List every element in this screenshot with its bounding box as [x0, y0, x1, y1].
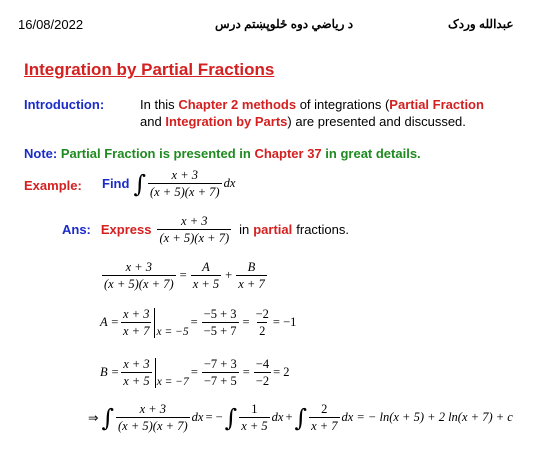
eq4-equals-minus: = − — [205, 410, 223, 424]
example-label: Example: — [24, 178, 82, 193]
intro-text-3: and — [140, 114, 162, 129]
ans-label: Ans: — [62, 222, 91, 237]
eq2-lhs: A = — [100, 315, 119, 329]
ans-line — [62, 214, 349, 245]
eq2-numerator: x + 3 — [122, 307, 150, 321]
eq3-fraction — [121, 357, 151, 388]
example-fraction — [148, 168, 222, 199]
eq1-lhs-denominator: (x + 5)(x + 7) — [104, 277, 174, 291]
equation-a-value — [100, 307, 296, 338]
example-expression — [102, 168, 235, 199]
eq2-substitution: x = −5 — [156, 326, 189, 338]
eq2-equals-2: = — [242, 315, 250, 329]
implies-arrow: ⇒ — [88, 410, 99, 425]
eq2-denominator: x + 7 — [122, 324, 150, 338]
eq2-equals-1: = — [190, 315, 198, 329]
eq4-plus: + — [285, 410, 293, 424]
example-find: Find — [102, 176, 130, 191]
eq4-result: = − ln(x + 5) + 2 ln(x + 7) + c — [356, 410, 513, 424]
note-label: Note: — [24, 146, 58, 161]
ans-text-in: in — [239, 222, 250, 237]
integral-sign-3: ∫ — [294, 403, 308, 432]
integral-sign: ∫ — [133, 169, 146, 198]
eq3-substitution: x = −7 — [156, 376, 189, 388]
eq3-lhs: B = — [100, 365, 120, 379]
intro-line-1 — [140, 97, 484, 112]
eq1-lhs-fraction — [102, 260, 176, 291]
eq3-frac-1-numerator: −7 + 3 — [203, 357, 237, 371]
integral-sign-1: ∫ — [101, 403, 114, 432]
eq3-frac-2 — [254, 357, 271, 388]
eq3-equals-1: = — [190, 365, 198, 379]
intro-label: Introduction: — [24, 97, 105, 112]
ans-express: Express — [100, 222, 152, 237]
header-author: عبدالله وردک — [448, 17, 514, 31]
ans-partial: partial — [253, 222, 293, 237]
intro-line-2 — [140, 114, 466, 129]
eq3-equals-2: = — [242, 365, 250, 379]
intro-text-1: In this — [140, 97, 175, 112]
header-lesson-title: د رياضي دوه ځلوپښتم درس — [215, 17, 354, 31]
eq3-frac-2-numerator: −4 — [255, 357, 270, 371]
eq1-lhs-numerator: x + 3 — [125, 260, 153, 274]
eq3-numerator: x + 3 — [123, 357, 150, 371]
eq4-frac-1-numerator: 1 — [251, 402, 258, 416]
eq3-frac-2-denominator: −2 — [255, 374, 270, 388]
eq2-result: = −1 — [272, 315, 297, 329]
note-text-1: Partial Fraction is presented in — [60, 146, 251, 161]
eq1-equals: = — [179, 268, 187, 282]
eq4-frac-2-numerator: 2 — [321, 402, 328, 416]
equation-decomposition — [100, 260, 269, 291]
eq3-frac-1-denominator: −7 + 5 — [203, 374, 237, 388]
equation-final-integral — [88, 402, 513, 433]
eq1-b-numerator: B — [247, 260, 256, 274]
example-numerator: x + 3 — [171, 168, 198, 182]
note-text-2: in great details. — [325, 146, 421, 161]
eq4-numerator: x + 3 — [139, 402, 167, 416]
eq1-b-denominator: x + 7 — [238, 277, 265, 291]
intro-partial-fraction: Partial Fraction — [389, 97, 484, 112]
eq2-frac-2-numerator: −2 — [255, 307, 269, 321]
eq2-fraction — [121, 307, 151, 338]
eq2-frac-2 — [254, 307, 271, 338]
example-dx: dx — [223, 176, 236, 190]
intro-text-2: of integrations ( — [299, 97, 390, 112]
eq2-frac-1-denominator: −5 + 7 — [203, 324, 237, 338]
eq2-frac-2-denominator: 2 — [259, 324, 266, 338]
header-date: 16/08/2022 — [18, 17, 84, 32]
eq2-frac-1 — [202, 307, 239, 338]
eq1-a-numerator: A — [202, 260, 210, 274]
eq3-denominator: x + 5 — [123, 374, 150, 388]
eq1-a-fraction — [191, 260, 221, 291]
eq4-frac-2 — [309, 402, 339, 433]
eq4-frac-2-denominator: x + 7 — [311, 419, 338, 433]
eq3-frac-1 — [202, 357, 239, 388]
note-line — [24, 146, 421, 161]
eq1-a-denominator: x + 5 — [192, 277, 220, 291]
ans-fraction — [157, 214, 231, 245]
eq2-frac-1-numerator: −5 + 3 — [203, 307, 237, 321]
intro-chapter: Chapter 2 methods — [178, 97, 297, 112]
intro-integration-by-parts: Integration by Parts — [165, 114, 288, 129]
eq4-dx-3: dx — [341, 410, 354, 424]
intro-text-4: ) are presented and discussed. — [287, 114, 466, 129]
eq3-result: = 2 — [273, 365, 290, 379]
eq3-evaluation-bar — [155, 358, 156, 388]
ans-text-fractions: fractions. — [296, 222, 349, 237]
example-denominator: (x + 5)(x + 7) — [149, 185, 220, 199]
ans-denominator: (x + 5)(x + 7) — [159, 231, 230, 245]
eq4-frac-1-denominator: x + 5 — [241, 419, 268, 433]
equation-b-value — [100, 357, 290, 388]
eq4-frac-1 — [239, 402, 269, 433]
page-title: Integration by Partial Fractions — [24, 60, 275, 79]
ans-numerator: x + 3 — [181, 214, 208, 228]
eq1-plus: + — [225, 268, 233, 282]
eq4-dx-2: dx — [271, 410, 284, 424]
note-chapter: Chapter 37 — [254, 146, 322, 161]
eq1-b-fraction — [236, 260, 266, 291]
eq4-dx-1: dx — [191, 410, 204, 424]
eq4-fraction — [116, 402, 190, 433]
integral-sign-2: ∫ — [224, 403, 238, 432]
eq4-denominator: (x + 5)(x + 7) — [118, 419, 188, 433]
